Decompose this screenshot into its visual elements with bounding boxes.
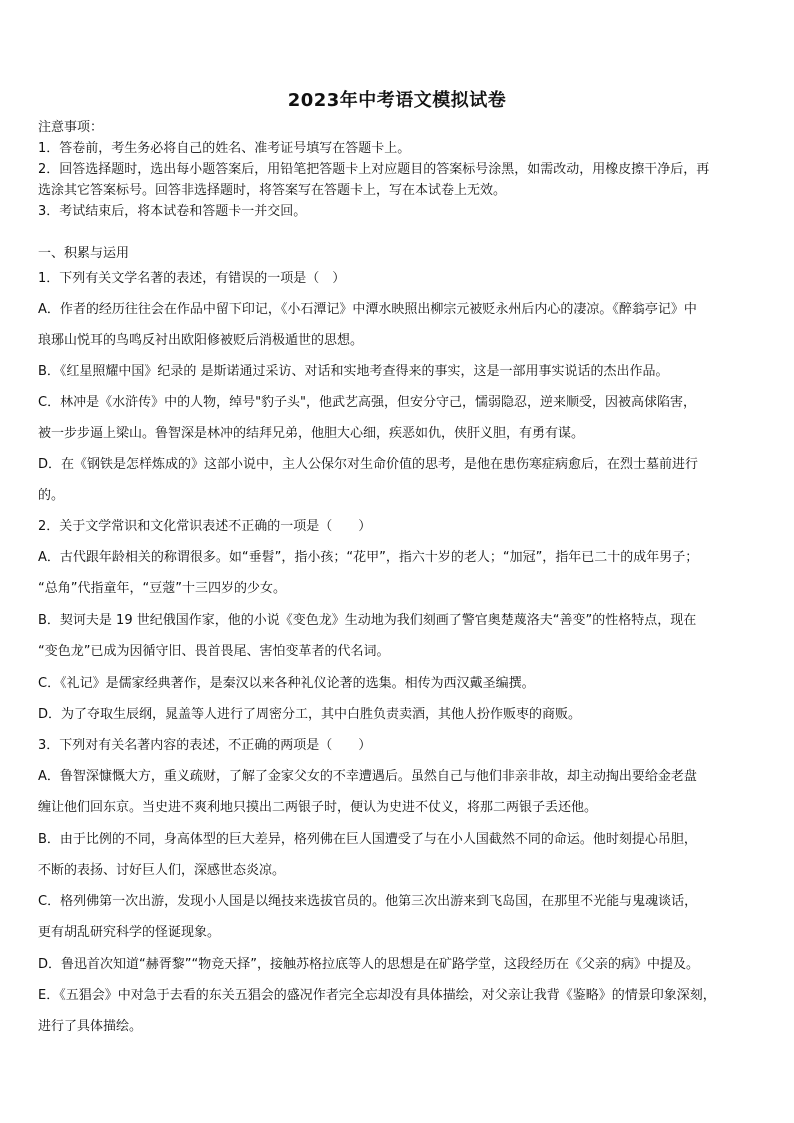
notice-heading: 注意事项： [38,120,104,135]
option-line: E．《五猖会》中对急于去看的东关五猖会的盛况作者完全忘却没有具体描绘，对父亲让我背《鉴略》的情景印象深刻， [38,988,716,1003]
notice-item: 选涂其它答案标号。回答非选择题时，将答案写在答题卡上，写在本试卷上无效。 [38,183,507,198]
option-line: D．为了夺取生辰纲，晁盖等人进行了周密分工，其中白胜负责卖酒，其他人扮作贩枣的商贩。 [38,707,582,722]
option-line: 进行了具体描绘。 [38,1019,143,1034]
option-line: C．格列佛第一次出游，发现小人国是以绳技来选拔官员的。他第三次出游来到飞岛国，在那里不光能与鬼魂谈话， [38,894,698,909]
option-line: C．《礼记》是儒家经典著作，是秦汉以来各种礼仪论著的选集。相传为西汉戴圣编撰。 [38,676,535,691]
option-line: 更有胡乱研究科学的怪诞现象。 [38,925,221,940]
option-line: A．作者的经历往往会在作品中留下印记，《小石潭记》中潭水映照出柳宗元被贬永州后内心的凄凉。《醉翁亭记》中 [38,302,697,317]
section-heading: 一、积累与运用 [38,246,130,261]
page-title: 2023年中考语文模拟试卷 [287,90,507,111]
option-line: C．林冲是《水浒传》中的人物，绰号"豹子头"，他武艺高强，但安分守己，懦弱隐忍，逆来顺受，因被高俅陷害， [38,395,697,410]
question-stem: 1．下列有关文学名著的表述，有错误的一项是（ ） [38,271,346,286]
option-line: 的。 [38,488,65,503]
option-line: 琅琊山悦耳的鸟鸣反衬出欧阳修被贬后消极遁世的思想。 [38,333,364,348]
option-line: B．由于比例的不同，身高体型的巨大差异，格列佛在巨人国遭受了与在小人国截然不同的命运。他时刻提心吊胆， [38,832,697,847]
option-line: “变色龙”已成为因循守旧、畏首畏尾、害怕变革者的代名词。 [38,644,390,659]
option-line: 缠让他们回东京。当史进不爽利地只摸出二两银子时，便认为史进不仗义，将那二两银子丢还他。 [38,800,598,815]
option-line: 不断的表扬、讨好巨人们，深感世态炎凉。 [38,863,286,878]
notice-item: 3．考试结束后，将本试卷和答题卡一并交回。 [38,204,307,219]
option-line: B．契诃夫是 19 世纪俄国作家，他的小说《变色龙》生动地为我们刻画了警官奥楚蔑洛夫“善变”的性格特点，现在 [38,613,697,628]
notice-item: 1．答卷前，考生务必将自己的姓名、准考证号填写在答题卡上。 [38,141,411,156]
option-line: D．鲁迅首次知道“赫胥黎”“物竞天择”，接触苏格拉底等人的思想是在矿路学堂，这段经历在《父亲的病》中提及。 [38,957,699,972]
option-line: A．鲁智深慷慨大方，重义疏财，了解了金家父女的不幸遭遇后。虽然自己与他们非亲非故，却主动掏出要给金老盘 [38,769,697,784]
option-line: D．在《钢铁是怎样炼成的》这部小说中，主人公保尔对生命价值的思考，是他在患伤寒症病愈后，在烈士墓前进行 [38,457,699,472]
option-line: 被一步步逼上梁山。鲁智深是林冲的结拜兄弟，他胆大心细，疾恶如仇，侠肝义胆，有勇有谋。 [38,426,585,441]
notice-item: 2．回答选择题时，选出每小题答案后，用铅笔把答题卡上对应题目的答案标号涂黑，如需改动，用橡皮擦干净后，再 [38,162,710,177]
option-line: “总角”代指童年，“豆蔻”十三四岁的少女。 [38,581,286,596]
option-line: B．《红星照耀中国》纪录的 是斯诺通过采访、对话和实地考查得来的事实，这是一部用事实说话的杰出作品。 [38,364,669,379]
option-line: A．古代跟年龄相关的称谓很多。如“垂髫”，指小孩；“花甲”，指六十岁的老人；“加冠”，指年已二十的成年男子； [38,550,699,565]
question-stem: 2．关于文学常识和文化常识表述不正确的一项是（ ） [38,519,372,534]
question-stem: 3．下列对有关名著内容的表述，不正确的两项是（ ） [38,738,372,753]
